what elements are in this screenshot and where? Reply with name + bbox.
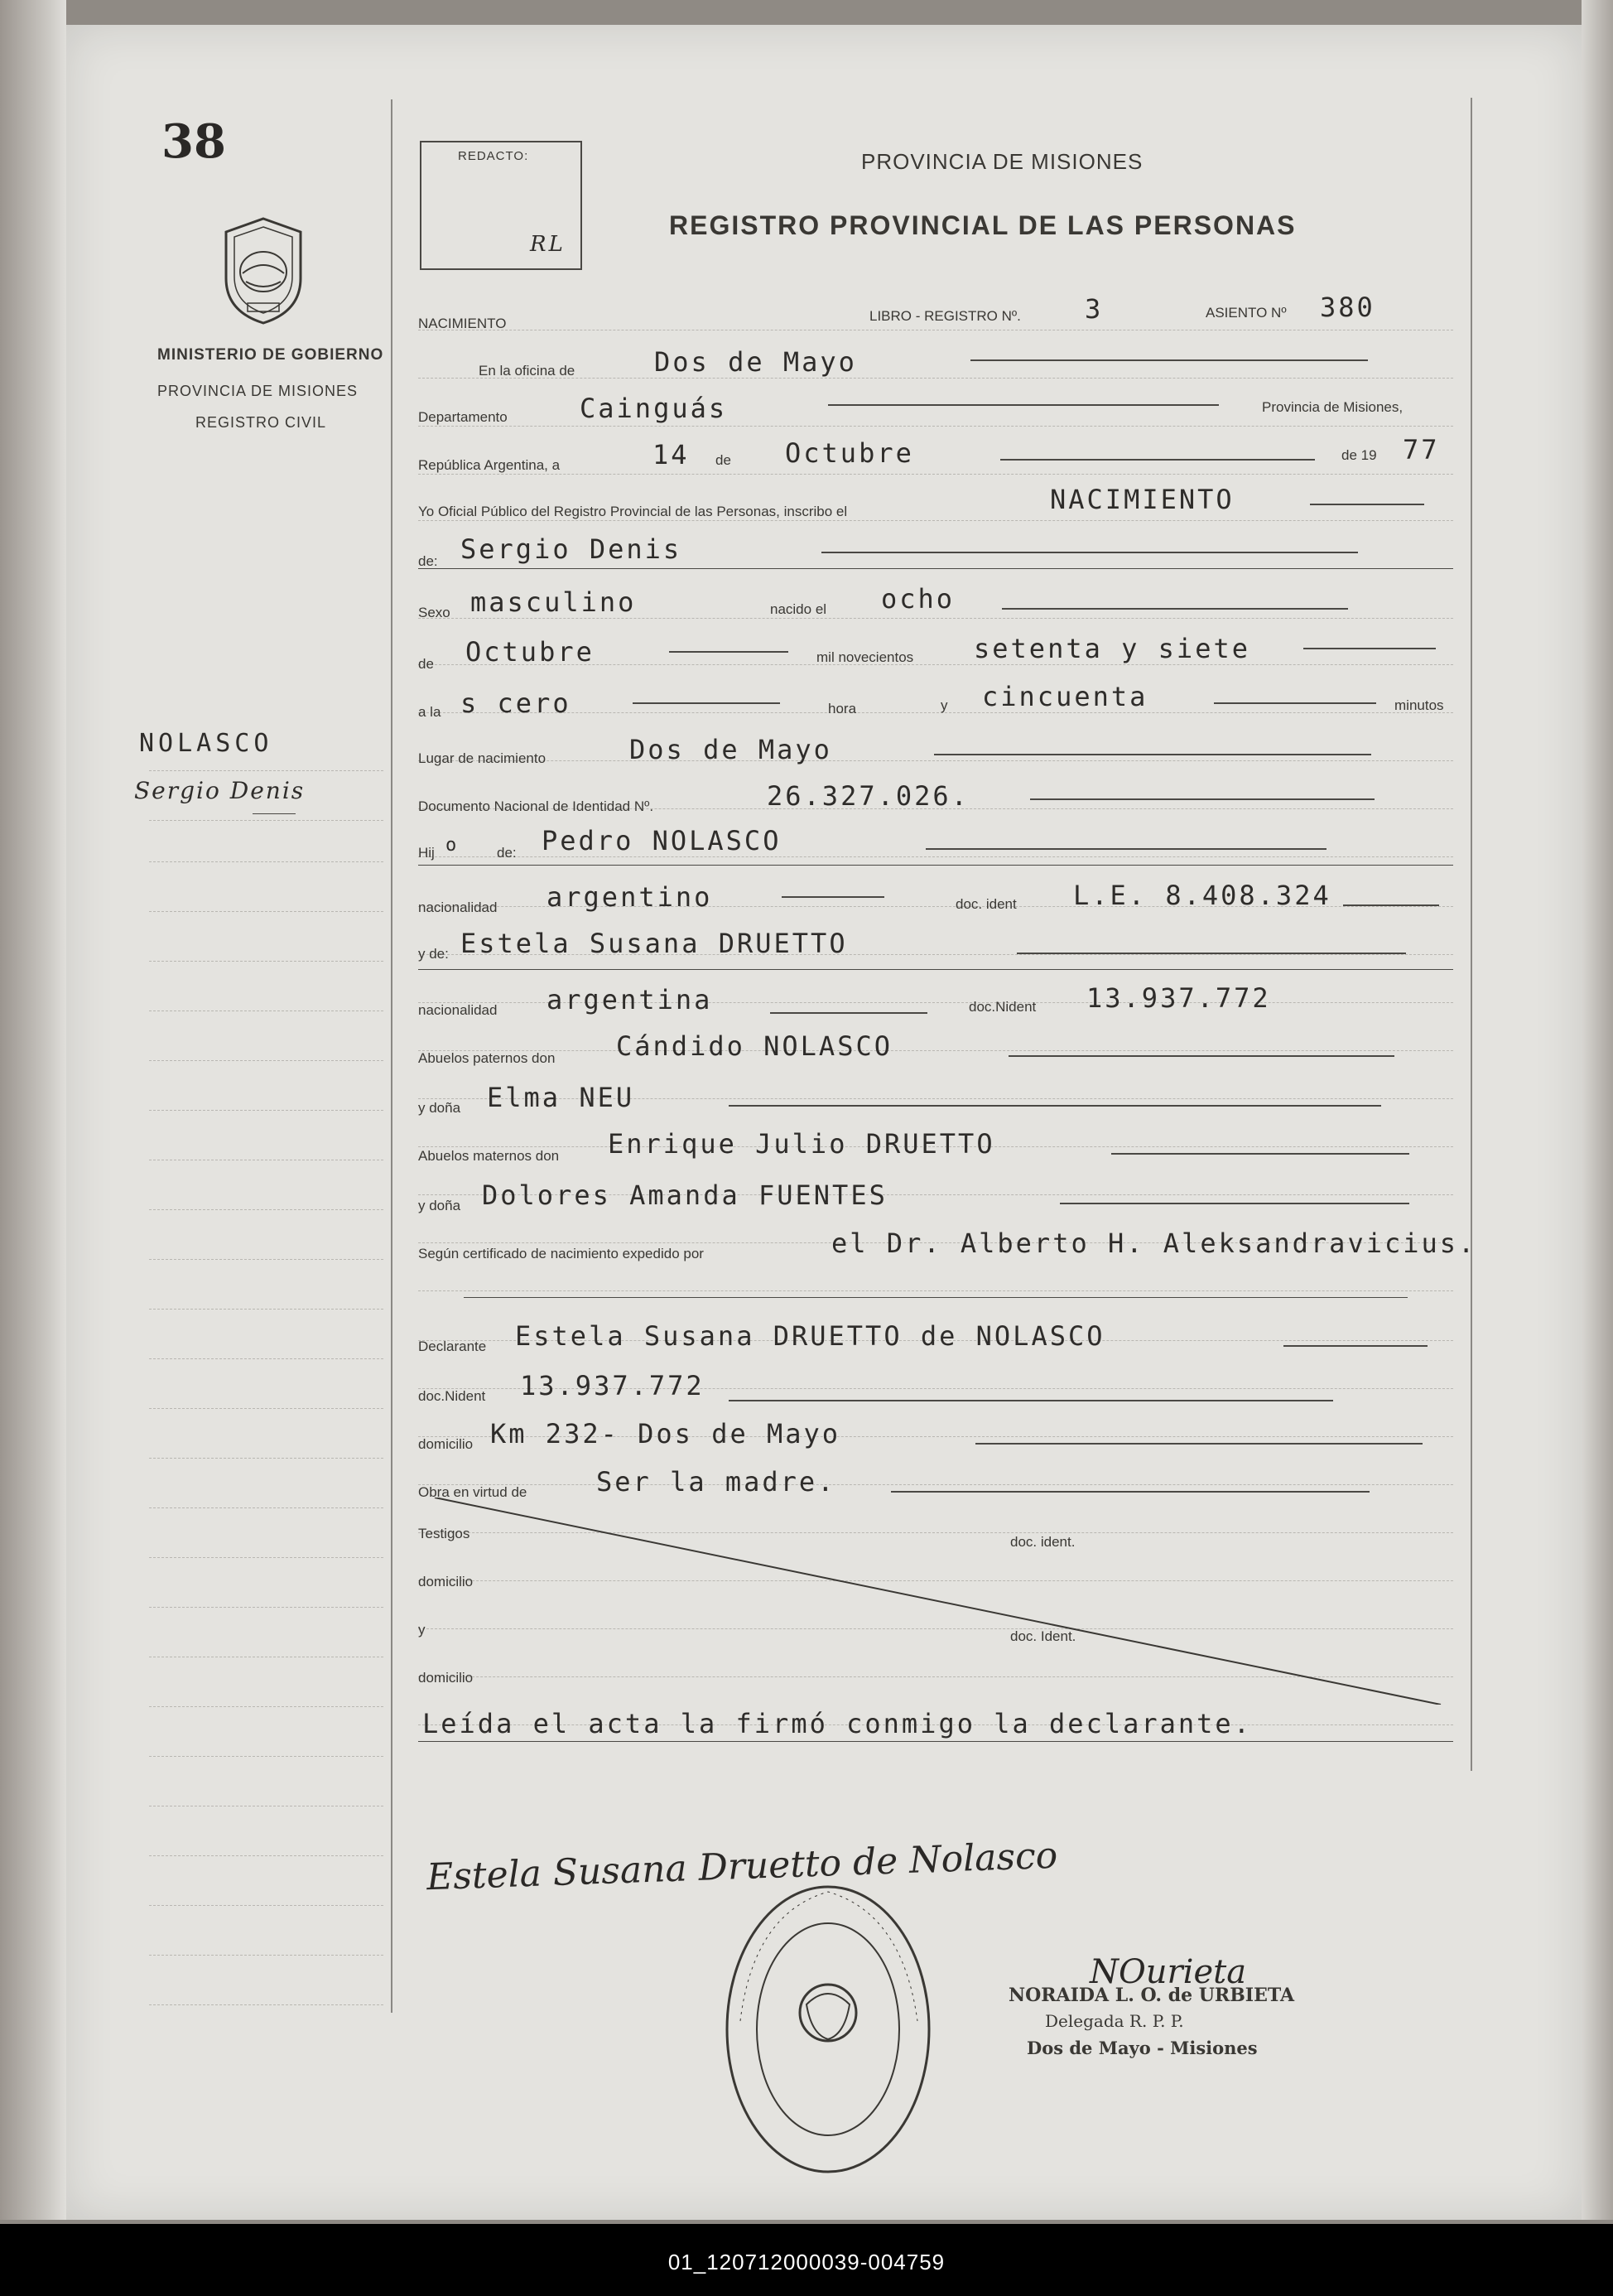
- margin-rule: [149, 1706, 383, 1707]
- margin-rule: [149, 1110, 383, 1111]
- testigos-domicilio2-label: domicilio: [418, 1670, 474, 1686]
- fill-line: [1214, 702, 1376, 704]
- fill-line: [975, 1443, 1423, 1445]
- row-rule: [418, 1290, 1453, 1291]
- abuelos-pat-label: Abuelos paternos don: [418, 1050, 556, 1066]
- fill-line: [729, 1105, 1381, 1107]
- margin-rule: [149, 1855, 383, 1856]
- fill-line: [934, 754, 1371, 755]
- ministry-label: MINISTERIO DE GOBIERNO: [157, 346, 384, 364]
- right-border: [1471, 98, 1472, 1771]
- column-divider: [391, 99, 392, 2013]
- fill-line: [633, 702, 780, 704]
- nacido-value: ocho: [881, 583, 956, 615]
- oficina-label: En la oficina de: [479, 363, 575, 379]
- libro-label: LIBRO - REGISTRO Nº.: [869, 308, 1021, 324]
- fill-line: [1303, 648, 1436, 649]
- sexo-value: masculino: [470, 586, 637, 618]
- declarante-value: Estela Susana DRUETTO de NOLASCO: [515, 1320, 1105, 1352]
- row-rule: [418, 856, 1453, 857]
- fill-line: [729, 1400, 1333, 1401]
- margin-rule: [149, 1458, 383, 1459]
- domicilio-value: Km 232- Dos de Mayo: [490, 1418, 841, 1449]
- margin-rule: [149, 820, 383, 821]
- testigos-doc2-label: doc. Ident.: [1010, 1628, 1076, 1644]
- margin-rule: [149, 1955, 383, 1956]
- padre-value: Pedro NOLASCO: [542, 825, 782, 856]
- officer-role: Delegada R. P. P.: [1045, 2011, 1184, 2031]
- coat-of-arms-icon: [218, 214, 309, 328]
- margin-rule: [149, 1259, 383, 1260]
- lugar-value: Dos de Mayo: [629, 734, 832, 765]
- row-rule: [418, 1050, 1453, 1051]
- row-rule: [418, 760, 1453, 761]
- page-number: 38: [161, 114, 226, 169]
- dni-label: Documento Nacional de Identidad Nº.: [418, 798, 654, 814]
- nacimiento-label: NACIMIENTO: [418, 316, 507, 331]
- page-edge: [1582, 0, 1613, 2220]
- margin-rule: [149, 1060, 383, 1061]
- padre-nac-value: argentino: [546, 881, 713, 913]
- section-line: [418, 1741, 1453, 1742]
- abuelos-mat-label: Abuelos maternos don: [418, 1148, 560, 1164]
- obra-value: Ser la madre.: [596, 1466, 836, 1498]
- y-dona-label: y doña: [418, 1100, 461, 1116]
- de19-label: de 19: [1341, 447, 1377, 463]
- row-rule: [418, 1484, 1453, 1485]
- margin-rule: [149, 1309, 383, 1310]
- padre-doc-label: doc. ident: [956, 896, 1017, 912]
- row-rule: [418, 520, 1453, 521]
- section-line: [418, 865, 1453, 866]
- margin-rule: [149, 1408, 383, 1409]
- asiento-value: 380: [1320, 292, 1375, 323]
- madre-doc-value: 13.937.772: [1086, 982, 1271, 1014]
- obra-label: Obra en virtud de: [418, 1484, 527, 1500]
- declarante-doc-value: 13.937.772: [520, 1370, 705, 1401]
- testigos-domicilio-label: domicilio: [418, 1574, 474, 1589]
- fill-line: [891, 1491, 1370, 1493]
- fill-line: [782, 896, 884, 898]
- fill-line: [828, 404, 1219, 406]
- fill-line: [1310, 504, 1424, 505]
- province-label-left: PROVINCIA DE MISIONES: [157, 383, 359, 399]
- fill-line: [770, 1012, 927, 1014]
- republica-label: República Argentina, a: [418, 457, 561, 473]
- declarante-doc-label: doc.Nident: [418, 1388, 486, 1404]
- testigos-label: Testigos: [418, 1526, 470, 1541]
- margin-rule: [149, 770, 383, 771]
- abuela-mat-value: Dolores Amanda FUENTES: [482, 1179, 888, 1211]
- margin-rule: [149, 2004, 383, 2005]
- row-rule: [418, 474, 1453, 475]
- de-persona-label: de:: [418, 553, 438, 569]
- fill-line: [1017, 953, 1406, 954]
- margin-rule: [149, 1756, 383, 1757]
- dia-value: 14: [652, 439, 690, 470]
- declarante-label: Declarante: [418, 1339, 487, 1354]
- official-seal-icon: [720, 1880, 936, 2178]
- margin-rule: [149, 911, 383, 912]
- madre-nac-value: argentina: [546, 984, 713, 1015]
- fill-line: [821, 552, 1358, 553]
- testigos-y-label: y: [418, 1622, 426, 1638]
- de-label: de: [715, 452, 731, 468]
- margin-rule: [149, 1607, 383, 1608]
- registry-title: REGISTRO PROVINCIAL DE LAS PERSONAS: [669, 210, 1297, 240]
- oficina-value: Dos de Mayo: [654, 346, 857, 378]
- padre-nac-label: nacionalidad: [418, 900, 498, 915]
- fill-line: [1002, 608, 1348, 610]
- alas-label: a la: [418, 704, 441, 720]
- officer-place: Dos de Mayo - Misiones: [1027, 2038, 1258, 2058]
- testigos-doc-label: doc. ident.: [1010, 1534, 1076, 1550]
- de-mes-label: de: [418, 656, 434, 672]
- fill-line: [1343, 904, 1439, 906]
- hijo-de-label: de:: [497, 845, 517, 861]
- margin-rule: [149, 1209, 383, 1210]
- declarant-signature: Estela Susana Druetto de Nolasco: [426, 1834, 1058, 1899]
- margin-underline: [253, 813, 296, 814]
- mes-value: Octubre: [785, 437, 914, 469]
- departamento-value: Cainguás: [580, 393, 728, 424]
- madre-doc-label: doc.Nident: [969, 999, 1037, 1015]
- abuelo-pat-value: Cándido NOLASCO: [616, 1030, 893, 1062]
- redacto-label: REDACTO:: [458, 149, 529, 163]
- row-rule: [418, 426, 1453, 427]
- redacto-initials: RL: [530, 232, 566, 257]
- asiento-label: ASIENTO Nº: [1206, 305, 1287, 321]
- sexo-label: Sexo: [418, 605, 450, 620]
- fill-line: [970, 359, 1368, 361]
- inscribo-value: NACIMIENTO: [1050, 484, 1235, 515]
- fill-line: [1111, 1153, 1409, 1155]
- civil-registry-label: REGISTRO CIVIL: [195, 414, 327, 431]
- mil-value: setenta y siete: [974, 633, 1250, 664]
- margin-surname: NOLASCO: [139, 729, 273, 758]
- libro-value: 3: [1085, 293, 1104, 325]
- row-rule: [418, 618, 1453, 619]
- y-dona-mat-label: y doña: [418, 1198, 461, 1213]
- persona-value: Sergio Denis: [460, 533, 682, 565]
- dni-value: 26.327.026.: [767, 780, 970, 812]
- departamento-label: Departamento: [418, 409, 508, 425]
- fill-line: [1009, 1055, 1394, 1057]
- margin-rule: [149, 1507, 383, 1508]
- anio-value: 77: [1403, 434, 1440, 465]
- province-title: PROVINCIA DE MISIONES: [861, 149, 1144, 174]
- lugar-label: Lugar de nacimiento: [418, 750, 546, 766]
- domicilio-label: domicilio: [418, 1436, 474, 1452]
- book-spine: [0, 0, 66, 2220]
- padre-doc-value: L.E. 8.408.324: [1073, 880, 1331, 911]
- section-line: [418, 568, 1453, 569]
- fill-line: [669, 651, 788, 653]
- officer-name: NORAIDA L. O. de URBIETA: [1009, 1985, 1295, 2006]
- nacido-mes-value: Octubre: [465, 636, 595, 668]
- hora-label: hora: [828, 701, 857, 716]
- oficial-label: Yo Oficial Público del Registro Provincial de las Personas, inscribo el: [418, 504, 848, 519]
- minutos-value: cincuenta: [982, 681, 1148, 712]
- margin-rule: [149, 961, 383, 962]
- hijo-suffix: o: [445, 835, 460, 856]
- minutos-label: minutos: [1394, 697, 1444, 713]
- fill-line: [1030, 798, 1375, 800]
- margin-rule: [149, 1358, 383, 1359]
- mil-label: mil novecientos: [816, 649, 914, 665]
- certificado-label: Según certificado de nacimiento expedido por: [418, 1246, 704, 1261]
- fill-line: [926, 848, 1327, 850]
- madre-nac-label: nacionalidad: [418, 1002, 498, 1018]
- abuela-pat-value: Elma NEU: [487, 1082, 635, 1113]
- leida-value: Leída el acta la firmó conmigo la declarante.: [422, 1708, 1252, 1739]
- margin-given-name: Sergio Denis: [134, 777, 306, 804]
- margin-rule: [149, 1905, 383, 1906]
- y-de-label: y de:: [418, 946, 449, 962]
- hijo-label: Hij: [418, 845, 435, 861]
- footer-code: 01_120712000039-004759: [667, 2250, 946, 2274]
- nacido-label: nacido el: [770, 601, 827, 617]
- y-label: y: [941, 697, 948, 713]
- margin-rule: [149, 1557, 383, 1558]
- fill-line: [1060, 1203, 1409, 1204]
- fill-line: [1283, 1345, 1428, 1347]
- row-rule: [418, 712, 1453, 713]
- cancel-stroke: [418, 1498, 1453, 1705]
- provincia-suffix: Provincia de Misiones,: [1262, 399, 1404, 415]
- certificado-value: el Dr. Alberto H. Aleksandravicius.: [831, 1228, 1477, 1259]
- fill-line: [464, 1297, 1408, 1298]
- hora-value: s cero: [460, 687, 571, 719]
- madre-value: Estela Susana DRUETTO: [460, 928, 848, 959]
- abuelo-mat-value: Enrique Julio DRUETTO: [608, 1128, 995, 1160]
- margin-rule: [149, 861, 383, 862]
- fill-line: [1000, 459, 1315, 461]
- officer-signature: NOurieta: [1090, 1953, 1247, 1991]
- section-line: [418, 969, 1453, 970]
